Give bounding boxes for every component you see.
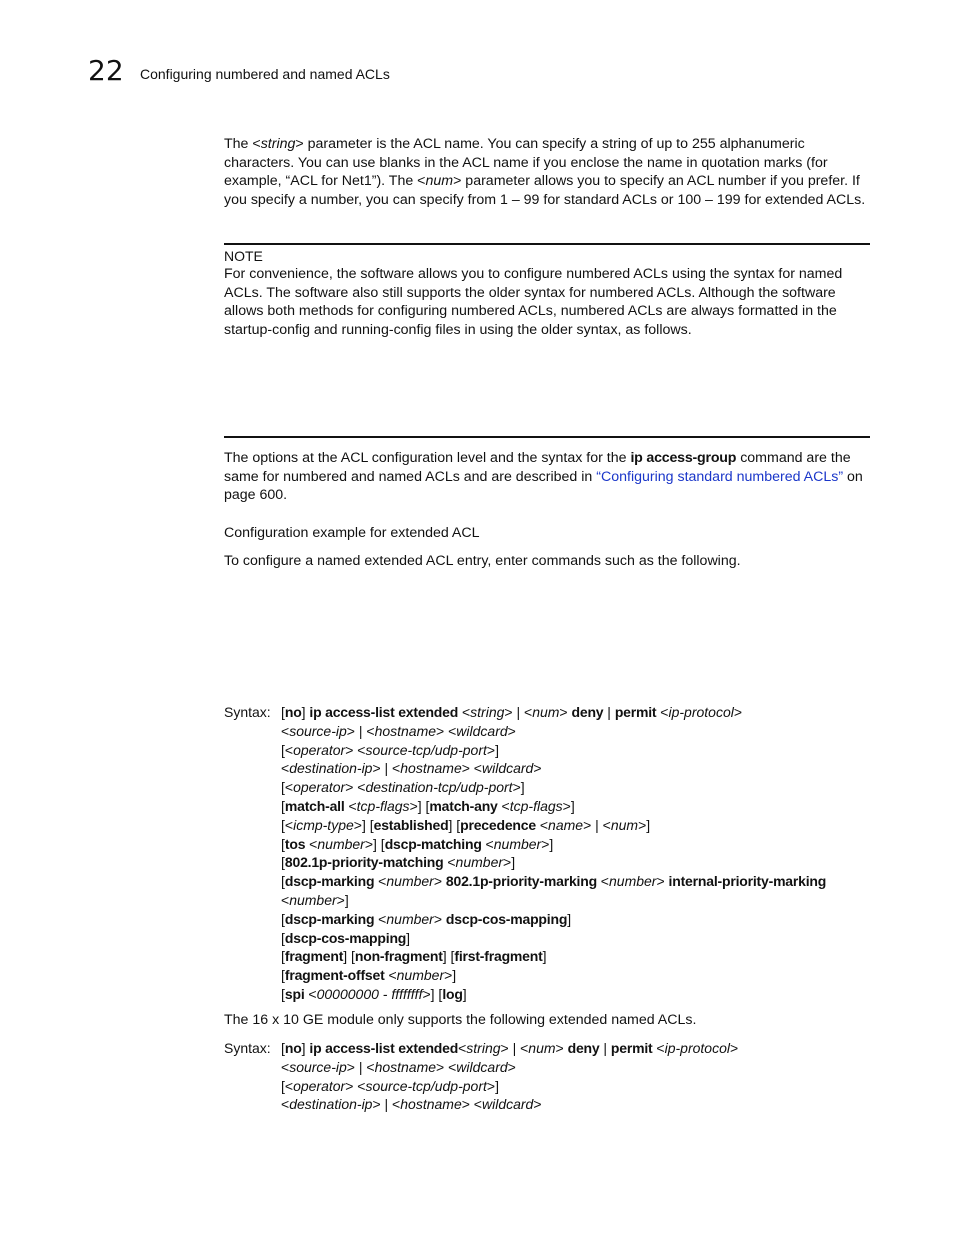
- syntax-punct: > <: [461, 760, 482, 777]
- syntax-punct: <: [281, 760, 290, 777]
- syntax-line: [281, 778, 871, 797]
- syntax-keyword: no: [284, 1040, 302, 1056]
- syntax-argument: hostname: [400, 760, 462, 777]
- syntax-punct: > | <: [372, 760, 401, 777]
- syntax-punct: <: [596, 873, 609, 890]
- syntax-punct: >] [: [422, 985, 443, 1002]
- syntax-punct: > <: [345, 1077, 366, 1094]
- syntax-punct: <: [344, 797, 357, 814]
- syntax-argument: wildcard: [456, 722, 508, 739]
- syntax-punct: [: [281, 854, 285, 871]
- syntax-punct: >]: [336, 891, 349, 908]
- syntax-punct: [: [281, 704, 285, 720]
- syntax-punct: <: [305, 835, 318, 852]
- syntax-argument: source-tcp/udp-port: [365, 1077, 487, 1094]
- syntax-punct: >: [433, 910, 446, 927]
- syntax-punct: > | <: [500, 1040, 529, 1056]
- syntax-argument: number: [386, 873, 434, 890]
- text-run: > parameter allows you to specify an ACL number if you prefer. If you specify a number, you can specify from 1 – 99 for standard ACLs or 100 – 199 for extended ACLs.: [224, 173, 866, 209]
- syntax-argument: num: [532, 704, 560, 720]
- syntax-punct: > <: [461, 1096, 482, 1113]
- syntax-keyword: fragment: [284, 948, 344, 965]
- syntax-punct: >]: [512, 779, 525, 796]
- syntax-punct: >: [729, 1040, 739, 1056]
- note-bottom-rule: [224, 436, 870, 438]
- syntax-punct: ]: [301, 704, 310, 720]
- syntax-line: [281, 741, 871, 760]
- syntax-keyword: deny: [571, 704, 604, 720]
- syntax-punct: [<: [281, 1077, 294, 1094]
- syntax-keyword: permit: [610, 1040, 653, 1056]
- syntax-punct: <: [481, 835, 494, 852]
- syntax-punct: ]: [542, 948, 547, 965]
- syntax-punct: [<: [281, 816, 294, 833]
- syntax-punct: [<: [281, 779, 294, 796]
- syntax-punct: >]: [638, 816, 651, 833]
- syntax-punct: > | <: [504, 704, 533, 720]
- chapter-title: Configuring numbered and named ACLs: [140, 66, 390, 82]
- syntax-argument: hostname: [374, 722, 437, 739]
- syntax-punct: [<: [281, 741, 294, 758]
- syntax-punct: > | <: [372, 1096, 401, 1113]
- syntax-argument: num: [610, 816, 639, 833]
- syntax-punct: |: [603, 704, 615, 720]
- syntax-punct: > | <: [583, 816, 611, 833]
- syntax-punct: >: [656, 873, 669, 890]
- syntax-keyword: 802.1p-priority-matching: [284, 854, 444, 871]
- syntax-argument: wildcard: [481, 1096, 534, 1113]
- string-param-name: string: [260, 136, 296, 152]
- syntax-argument: operator: [293, 779, 346, 796]
- syntax-keyword: permit: [614, 704, 657, 720]
- syntax-punct: [: [281, 985, 285, 1002]
- syntax-argument: number: [289, 891, 337, 908]
- syntax-punct: [: [281, 967, 285, 984]
- syntax-keyword: fragment-offset: [284, 967, 385, 984]
- syntax-punct: ] [: [442, 948, 455, 965]
- text-run: The options at the ACL configuration level and the syntax for the: [224, 450, 631, 466]
- syntax-argument: destination-ip: [289, 1096, 373, 1113]
- syntax-punct: <: [281, 1058, 290, 1075]
- syntax-argument: num: [528, 1040, 556, 1056]
- syntax-argument: ip-protocol: [664, 1040, 730, 1056]
- syntax-punct: > <: [345, 779, 366, 796]
- syntax-argument: hostname: [374, 1058, 437, 1075]
- syntax-keyword: dscp-matching: [384, 835, 482, 852]
- syntax-punct: [: [281, 948, 285, 965]
- syntax-keyword: dscp-cos-mapping: [284, 929, 407, 946]
- syntax-line: [281, 816, 871, 835]
- syntax-keyword: dscp-marking: [284, 873, 375, 890]
- syntax-punct: <: [652, 1040, 665, 1056]
- syntax-punct: > | <: [346, 722, 375, 739]
- syntax-keyword: match-all: [284, 797, 345, 814]
- syntax-punct: >]: [562, 797, 575, 814]
- syntax-argument: number: [455, 854, 504, 871]
- syntax-punct: <: [304, 985, 317, 1002]
- syntax-argument: name: [548, 816, 584, 833]
- syntax-line: [281, 1039, 871, 1058]
- syntax-keyword: ip access-list extended: [309, 1040, 459, 1056]
- configuring-standard-acls-link[interactable]: “Configuring standard numbered ACLs”: [596, 468, 844, 485]
- syntax-punct: ] [: [448, 816, 461, 833]
- syntax-punct: <: [535, 816, 549, 833]
- section-heading: Configuration example for extended ACL: [224, 525, 480, 541]
- syntax-keyword: established: [373, 816, 449, 833]
- syntax-argument: operator: [293, 1077, 346, 1094]
- syntax-line: [281, 1077, 871, 1096]
- syntax-keyword: dscp-cos-mapping: [445, 910, 568, 927]
- syntax-keyword: first-fragment: [454, 948, 543, 965]
- syntax-argument: number: [609, 873, 657, 890]
- syntax-argument: string: [466, 1040, 501, 1056]
- syntax-argument: number: [317, 835, 365, 852]
- module-note: The 16 x 10 GE module only supports the following extended named ACLs.: [224, 1012, 697, 1028]
- syntax-punct: <: [458, 1040, 467, 1056]
- syntax-argument: wildcard: [481, 760, 534, 777]
- syntax-line: [281, 835, 871, 854]
- syntax-argument: destination-ip: [289, 760, 373, 777]
- syntax-keyword: non-fragment: [354, 948, 443, 965]
- syntax-line: [281, 1095, 871, 1114]
- syntax-lines: [281, 703, 871, 1004]
- syntax-punct: ]: [406, 929, 411, 946]
- syntax-argument: hostname: [400, 1096, 462, 1113]
- text-run: > parameter is the ACL name. You can specify a string of up to 255 alphanumeric characters. You can use blanks in the ACL name if you enclose the name in quotation marks (for example, “ACL for Net1”). The <: [224, 136, 828, 190]
- syntax-label: Syntax:: [224, 1040, 271, 1056]
- syntax-punct: [: [281, 929, 285, 946]
- chapter-number: 22: [88, 54, 124, 87]
- syntax-argument: number: [493, 835, 542, 852]
- syntax-line: [281, 797, 871, 816]
- syntax-punct: >: [533, 760, 542, 777]
- syntax-punct: <: [384, 967, 397, 984]
- syntax-argument: source-ip: [289, 1058, 347, 1075]
- options-paragraph: [224, 449, 870, 505]
- syntax-line: [281, 891, 871, 910]
- syntax-argument: ip-protocol: [668, 704, 734, 720]
- syntax-punct: |: [599, 1040, 611, 1056]
- syntax-keyword: no: [284, 704, 302, 720]
- syntax-punct: >] [: [353, 816, 374, 833]
- syntax-line: [281, 853, 871, 872]
- syntax-lines: [281, 1039, 871, 1114]
- syntax-argument: string: [470, 704, 505, 720]
- syntax-keyword: internal-priority-marking: [668, 873, 827, 890]
- syntax-line: [281, 910, 871, 929]
- syntax-punct: > <: [436, 1058, 457, 1075]
- syntax-punct: <: [497, 797, 510, 814]
- syntax-punct: ]: [462, 985, 467, 1002]
- num-param-name: num: [425, 173, 454, 190]
- syntax-punct: [: [281, 910, 285, 927]
- syntax-keyword: ip access-list extended: [309, 704, 459, 720]
- syntax-argument: tcp-flags: [356, 797, 410, 814]
- syntax-line: [281, 703, 871, 722]
- configure-intro: To configure a named extended ACL entry, enter commands such as the following.: [224, 553, 741, 569]
- syntax-argument: source-ip: [289, 722, 347, 739]
- syntax-keyword: deny: [567, 1040, 600, 1056]
- syntax-punct: [: [281, 835, 285, 852]
- syntax-argument: 00000000 - ffffffff: [316, 985, 423, 1002]
- syntax-argument: destination-tcp/udp-port: [365, 779, 513, 796]
- note-text: For convenience, the software allows you to configure numbered ACLs using the syntax for named ACLs. The software also still supports the older syntax for numbered ACLs. Although the software allows both methods for configuring numbered ACLs, numbered ACLs are always formatted in the startup-config and running-config files in using the older syntax, as follows.: [224, 266, 843, 339]
- syntax-keyword: dscp-marking: [284, 910, 375, 927]
- syntax-argument: source-tcp/udp-port: [365, 741, 487, 758]
- syntax-punct: >]: [486, 741, 499, 758]
- syntax-punct: <: [458, 704, 471, 720]
- syntax-argument: number: [386, 910, 434, 927]
- syntax-punct: >: [533, 1096, 542, 1113]
- syntax-punct: <: [374, 910, 387, 927]
- syntax-punct: >]: [503, 854, 516, 871]
- syntax-punct: >: [507, 1058, 516, 1075]
- syntax-line: [281, 722, 871, 741]
- syntax-punct: ] [: [343, 948, 355, 965]
- syntax-punct: >] [: [409, 797, 430, 814]
- text-run: on page 600.: [224, 468, 863, 504]
- syntax-argument: wildcard: [456, 1058, 508, 1075]
- note-label: NOTE: [224, 248, 263, 264]
- syntax-punct: >: [559, 704, 572, 720]
- syntax-punct: <: [656, 704, 669, 720]
- command-keyword: ip access-group: [630, 450, 737, 466]
- syntax-keyword: precedence: [460, 816, 536, 833]
- syntax-punct: >] [: [364, 835, 385, 852]
- syntax-punct: [: [281, 797, 285, 814]
- syntax-argument: icmp-type: [293, 816, 354, 833]
- syntax-punct: >]: [444, 967, 457, 984]
- syntax-punct: <: [281, 722, 290, 739]
- syntax-punct: <: [281, 891, 290, 908]
- note-top-rule: [224, 243, 870, 245]
- syntax-punct: >]: [541, 835, 554, 852]
- syntax-punct: >: [733, 704, 743, 720]
- syntax-argument: tcp-flags: [509, 797, 563, 814]
- syntax-punct: >]: [486, 1077, 499, 1094]
- string-parameter-paragraph: [224, 135, 870, 210]
- syntax-punct: > <: [345, 741, 366, 758]
- syntax-punct: > | <: [346, 1058, 375, 1075]
- syntax-line: [281, 966, 871, 985]
- syntax-punct: [: [281, 873, 285, 890]
- text-run: command are the same for numbered and named ACLs and are described in: [224, 450, 851, 485]
- syntax-punct: [: [281, 1040, 285, 1056]
- syntax-keyword: 802.1p-priority-marking: [445, 873, 597, 890]
- syntax-label: Syntax:: [224, 704, 271, 720]
- syntax-keyword: log: [442, 985, 463, 1002]
- syntax-punct: ]: [301, 1040, 310, 1056]
- syntax-line: [281, 929, 871, 948]
- text-run: The <: [224, 136, 261, 152]
- syntax-keyword: tos: [284, 835, 306, 852]
- syntax-line: [281, 1058, 871, 1077]
- syntax-punct: >: [507, 722, 516, 739]
- syntax-punct: >: [555, 1040, 568, 1056]
- syntax-punct: >: [433, 873, 446, 890]
- syntax-line: [281, 759, 871, 778]
- syntax-punct: <: [281, 1096, 290, 1113]
- syntax-punct: <: [374, 873, 387, 890]
- syntax-line: [281, 872, 871, 891]
- syntax-keyword: spi: [284, 985, 305, 1002]
- syntax-punct: <: [443, 854, 456, 871]
- syntax-keyword: match-any: [429, 797, 498, 814]
- syntax-punct: ]: [567, 910, 572, 927]
- syntax-argument: operator: [293, 741, 346, 758]
- syntax-argument: number: [396, 967, 445, 984]
- syntax-line: [281, 947, 871, 966]
- syntax-line: [281, 985, 871, 1004]
- syntax-punct: > <: [436, 722, 457, 739]
